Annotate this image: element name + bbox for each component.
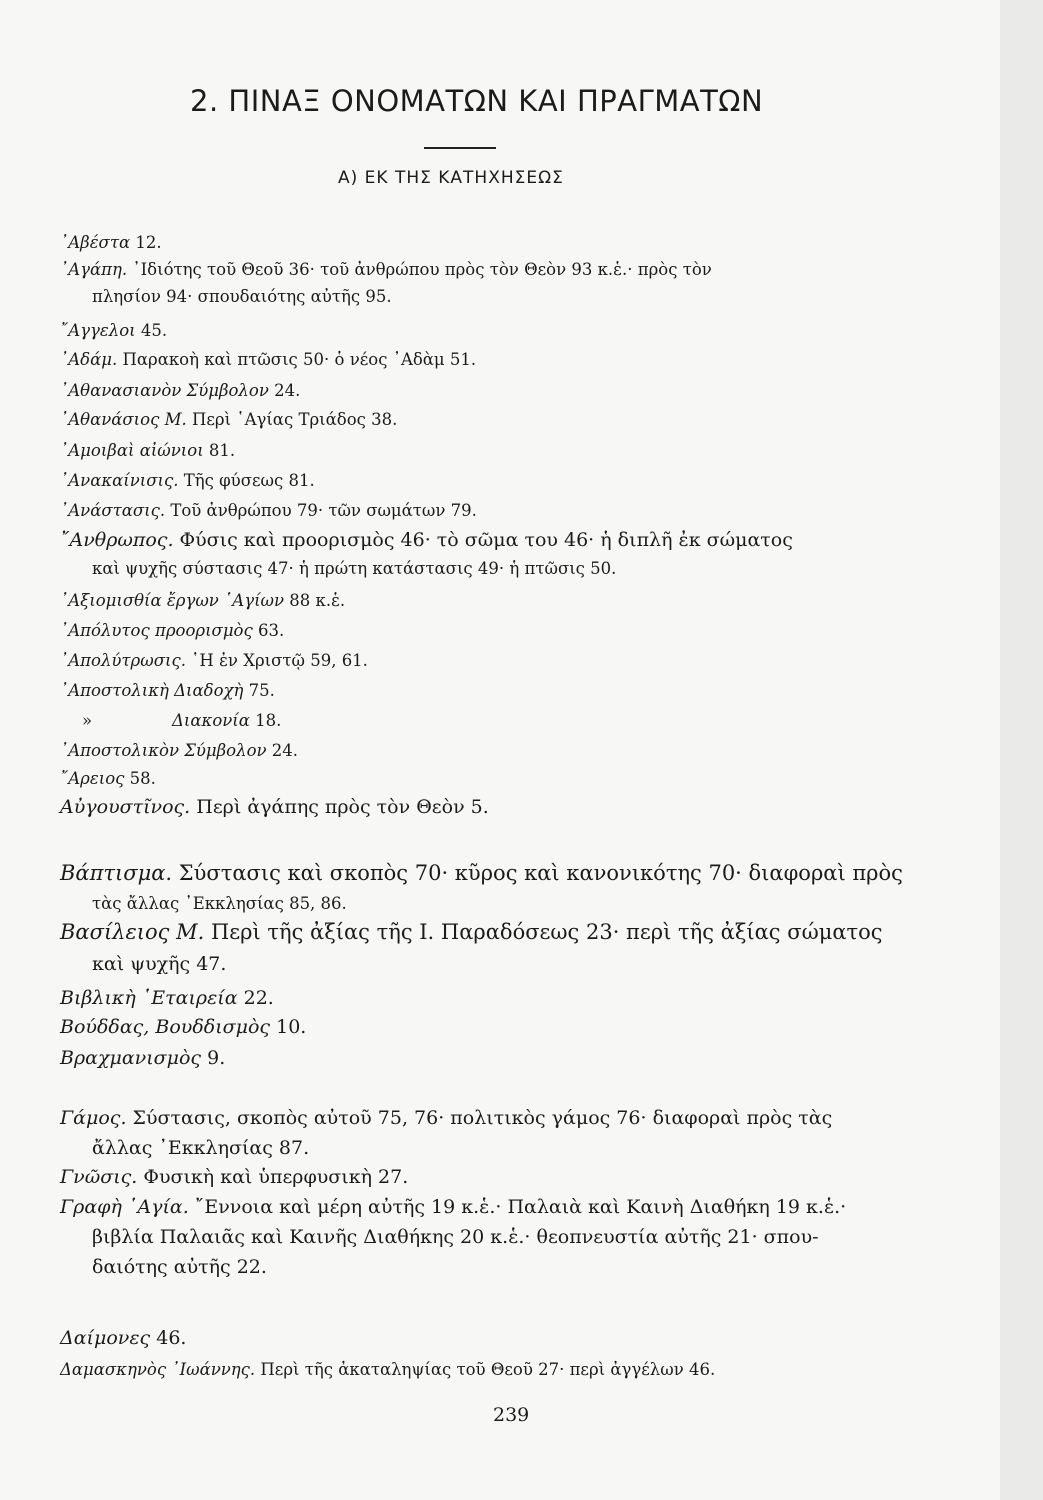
entry-head: Βούδδας, Βουδδισμὸς [60, 1016, 271, 1038]
entry-text: 63. [252, 621, 285, 640]
entry-head: Γάμος. [60, 1107, 127, 1129]
index-entry [60, 377, 930, 404]
index-entry [60, 525, 930, 582]
entry-head: ᾿Ανακαίνισις. [60, 471, 179, 490]
index-entry [60, 983, 930, 1013]
index-entry [60, 1356, 930, 1383]
entry-text: Φύσις καὶ προορισμὸς 46· τὸ σῶμα του 46· ἡ διπλῆ ἐκ σώματος [173, 529, 793, 551]
entry-text: Σύστασις, σκοπὸς αὐτοῦ 75, 76· πολιτικὸς γάμος 76· διαφοραὶ πρὸς τὰς [126, 1107, 833, 1129]
index-entry [60, 406, 930, 433]
entry-text: ῾Η ἐν Χριστῷ 59, 61. [185, 651, 368, 670]
entry-head: Αὐγουστῖνος. [60, 796, 191, 818]
entry-head: ᾿Αβέστα [60, 233, 131, 252]
entry-head: Βιβλικὴ ῾Εταιρεία [60, 987, 238, 1009]
index-entry [60, 437, 930, 464]
index-entry [60, 737, 930, 764]
index-entry [60, 915, 930, 979]
entry-head: ᾿Αποστολικὴ Διαδοχὴ [60, 681, 244, 700]
entry-text: Φυσικὴ καὶ ὑπερφυσικὴ 27. [137, 1166, 409, 1188]
entry-head: Γραφὴ ῾Αγία. [60, 1196, 189, 1218]
entry-head: ᾿Απόλυτος προορισμὸς [60, 621, 253, 640]
entry-continuation: καὶ ψυχῆς σύστασις 47· ἡ πρώτη κατάστασις 49· ἡ πτῶσις 50. [92, 559, 617, 578]
entry-head: ῎Ανθρωπος. [60, 529, 174, 551]
index-entry [60, 617, 930, 644]
index-entry [60, 467, 930, 494]
entry-text: ᾿Ιδιότης τοῦ Θεοῦ 36· τοῦ ἀνθρώπου πρὸς τὸν Θεὸν 93 κ.ἑ.· πρὸς τὸν [127, 260, 712, 279]
entry-continuation: δαιότης αὐτῆς 22. [92, 1256, 267, 1278]
entry-text: 22. [237, 987, 274, 1009]
entry-text: Περὶ ῾Αγίας Τριάδος 38. [186, 410, 398, 429]
page-number: 239 [493, 1404, 530, 1426]
entry-text: Τῆς φύσεως 81. [178, 471, 315, 490]
index-entry [60, 497, 930, 524]
index-entry [60, 346, 930, 373]
index-entry [60, 677, 930, 704]
entry-continuation: πλησίον 94· σπουδαιότης αὐτῆς 95. [92, 287, 392, 306]
entry-head: ᾿Αθανάσιος Μ. [60, 410, 187, 429]
entry-text: 10. [270, 1016, 307, 1038]
entry-head: Δαμασκηνὸς ᾿Ιωάννης. [60, 1360, 256, 1379]
index-entry [60, 1012, 930, 1042]
entry-text: Σύστασις καὶ σκοπὸς 70· κῦρος καὶ κανονικότης 70· διαφοραὶ πρὸς [172, 861, 903, 885]
index-entry [60, 647, 930, 674]
ditto-mark: » [82, 711, 93, 730]
entry-text: ῎Εννοια καὶ μέρη αὐτῆς 19 κ.ἑ.· Παλαιὰ καὶ Καινὴ Διαθήκη 19 κ.ἑ.· [188, 1196, 847, 1218]
entry-head: ᾿Αδάμ. [60, 350, 118, 369]
entry-head: Βραχμανισμὸς [60, 1047, 202, 1069]
entry-head: ᾿Αγάπη. [60, 260, 128, 279]
index-entry [60, 1043, 930, 1073]
entry-head: ᾿Απολύτρωσις. [60, 651, 186, 670]
entry-text: 45. [135, 321, 168, 340]
index-entry [60, 229, 930, 256]
entry-text: 24. [268, 381, 301, 400]
entry-head: Βασίλειος Μ. [60, 920, 205, 944]
entry-text: 18. [249, 711, 282, 730]
entry-text: Παρακοὴ καὶ πτῶσις 50· ὁ νέος ᾿Αδὰμ 51. [117, 350, 477, 369]
index-entry [60, 856, 930, 917]
index-entry [60, 256, 930, 310]
entry-text: 58. [124, 769, 156, 788]
index-entry [60, 792, 930, 822]
entry-head: ῎Αγγελοι [60, 321, 136, 340]
entry-text: 9. [201, 1047, 226, 1069]
entry-continuation: τὰς ἄλλας ᾿Εκκλησίας 85, 86. [92, 894, 347, 913]
entry-continuation: καὶ ψυχῆς 47. [92, 953, 227, 975]
index-entry [60, 707, 930, 734]
entry-head: Διακονία [172, 711, 250, 730]
entry-text: 81. [203, 441, 236, 460]
entry-text: 46. [150, 1327, 187, 1349]
entry-head: ᾿Αθανασιανὸν Σύμβολον [60, 381, 269, 400]
index-entry [60, 587, 930, 614]
entry-head: ῎Αρειος [60, 769, 125, 788]
entry-text: Περὶ ἀγάπης πρὸς τὸν Θεὸν 5. [190, 796, 489, 818]
index-entry [60, 1323, 930, 1353]
entry-text: 12. [130, 233, 162, 252]
entry-continuation: βιβλία Παλαιᾶς καὶ Καινῆς Διαθήκης 20 κ.ἑ.· θεοπνευστία αὐτῆς 21· σπου- [92, 1226, 819, 1248]
entry-head: Δαίμονες [60, 1327, 151, 1349]
index-entry [60, 1103, 930, 1163]
entry-text: 88 κ.ἑ. [284, 591, 346, 610]
entry-head: ᾿Αποστολικὸν Σύμβολον [60, 741, 267, 760]
entry-text: Τοῦ ἀνθρώπου 79· τῶν σωμάτων 79. [165, 501, 477, 520]
entry-text: Περὶ τῆς ἀξίας τῆς Ι. Παραδόσεως 23· περὶ τῆς ἀξίας σώματος [204, 920, 883, 944]
index-entry [60, 317, 930, 344]
entry-head: ᾿Αμοιβαὶ αἰώνιοι [60, 441, 204, 460]
index-entry [60, 1162, 930, 1192]
entry-text: 75. [243, 681, 275, 700]
entry-head: Γνῶσις. [60, 1166, 138, 1188]
scan-shadow [1000, 0, 1043, 1500]
entry-text: Περὶ τῆς ἀκαταληψίας τοῦ Θεοῦ 27· περὶ ἀγγέλων 46. [255, 1360, 716, 1379]
index-entry [60, 1192, 930, 1282]
entry-continuation: ἄλλας ᾿Εκκλησίας 87. [92, 1137, 310, 1159]
entry-head: ᾿Ανάστασις. [60, 501, 166, 520]
section-title: Α) ΕΚ ΤΗΣ ΚΑΤΗΧΗΣΕΩΣ [338, 168, 564, 188]
page-title: 2. ΠΙΝΑΞ ΟΝΟΜΑΤΩΝ ΚΑΙ ΠΡΑΓΜΑΤΩΝ [190, 84, 764, 118]
entry-head: Βάπτισμα. [60, 861, 173, 885]
entry-text: 24. [266, 741, 299, 760]
index-entry [60, 765, 930, 792]
entry-head: ᾿Αξιομισθία ἔργων ῾Αγίων [60, 591, 285, 610]
